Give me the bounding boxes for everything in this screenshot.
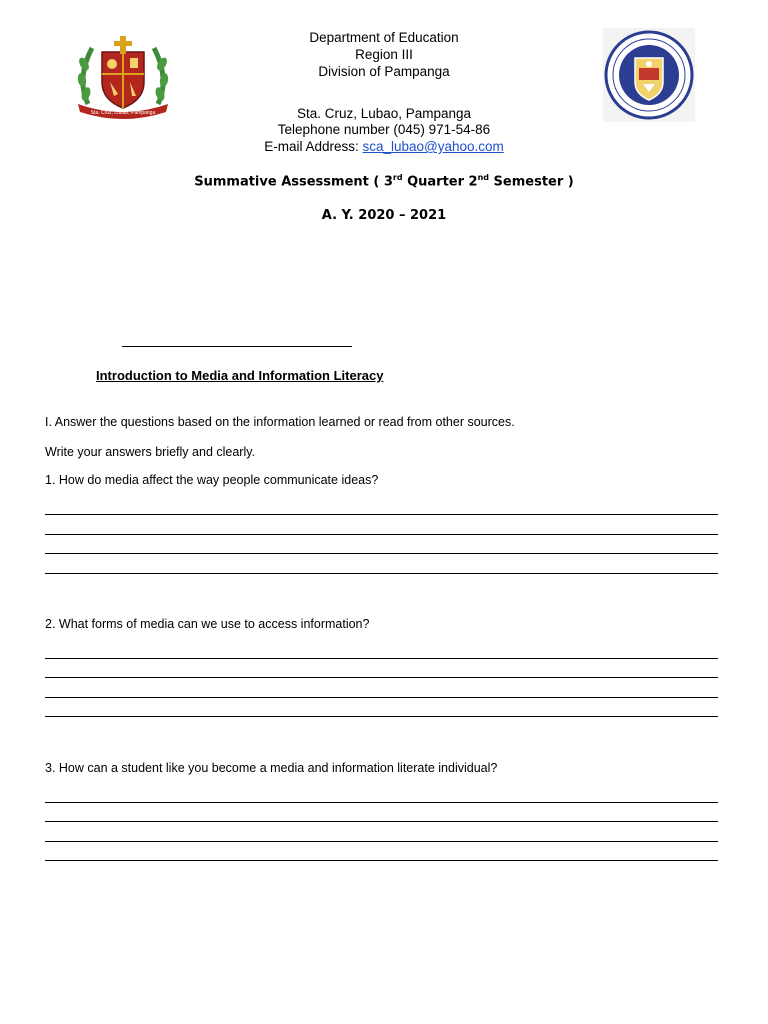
header-phone: Telephone number (045) 971-54-86	[277, 122, 491, 137]
school-crest-logo	[74, 34, 172, 122]
answer-line[interactable]	[45, 841, 718, 842]
question-2: 2. What forms of media can we use to access information?	[45, 617, 370, 631]
email-link[interactable]: sca_lubao@yahoo.com	[362, 139, 504, 154]
title-part: Semester )	[489, 174, 574, 190]
answer-line[interactable]	[45, 802, 718, 803]
academic-year: A. Y. 2020 – 2021	[321, 208, 447, 223]
header-division: Division of Pampanga	[318, 64, 450, 79]
assessment-title	[134, 173, 634, 189]
question-1: 1. How do media affect the way people communicate ideas?	[45, 473, 379, 487]
email-label: E-mail Address:	[264, 139, 363, 154]
deped-seal-logo	[603, 28, 695, 122]
answer-line[interactable]	[45, 514, 718, 515]
answer-line[interactable]	[45, 534, 718, 535]
instruction-line-1: I. Answer the questions based on the information learned or read from other sources.	[45, 415, 515, 429]
answer-line[interactable]	[45, 677, 718, 678]
answer-line[interactable]	[45, 658, 718, 659]
answer-line[interactable]	[45, 573, 718, 574]
header-address: Sta. Cruz, Lubao, Pampanga	[296, 106, 472, 121]
answer-line[interactable]	[45, 697, 718, 698]
title-part: Summative Assessment ( 3	[194, 174, 393, 190]
header-department: Department of Education	[309, 30, 459, 45]
header-email-line	[184, 138, 584, 155]
header-region: Region III	[355, 47, 413, 62]
title-sup: rd	[392, 173, 403, 182]
name-blank-line[interactable]	[122, 346, 352, 347]
answer-line[interactable]	[45, 716, 718, 717]
answer-line[interactable]	[45, 553, 718, 554]
answer-line[interactable]	[45, 821, 718, 822]
school-motto-text: Sta. Cruz, Lubao, Pampanga	[90, 110, 156, 116]
instruction-line-2: Write your answers briefly and clearly.	[45, 445, 256, 459]
question-3: 3. How can a student like you become a media and information literate individual?	[45, 761, 498, 775]
subject-heading: Introduction to Media and Information Literacy	[96, 368, 384, 383]
title-part: Quarter 2	[402, 174, 478, 190]
title-sup: nd	[477, 173, 490, 182]
answer-line[interactable]	[45, 860, 718, 861]
